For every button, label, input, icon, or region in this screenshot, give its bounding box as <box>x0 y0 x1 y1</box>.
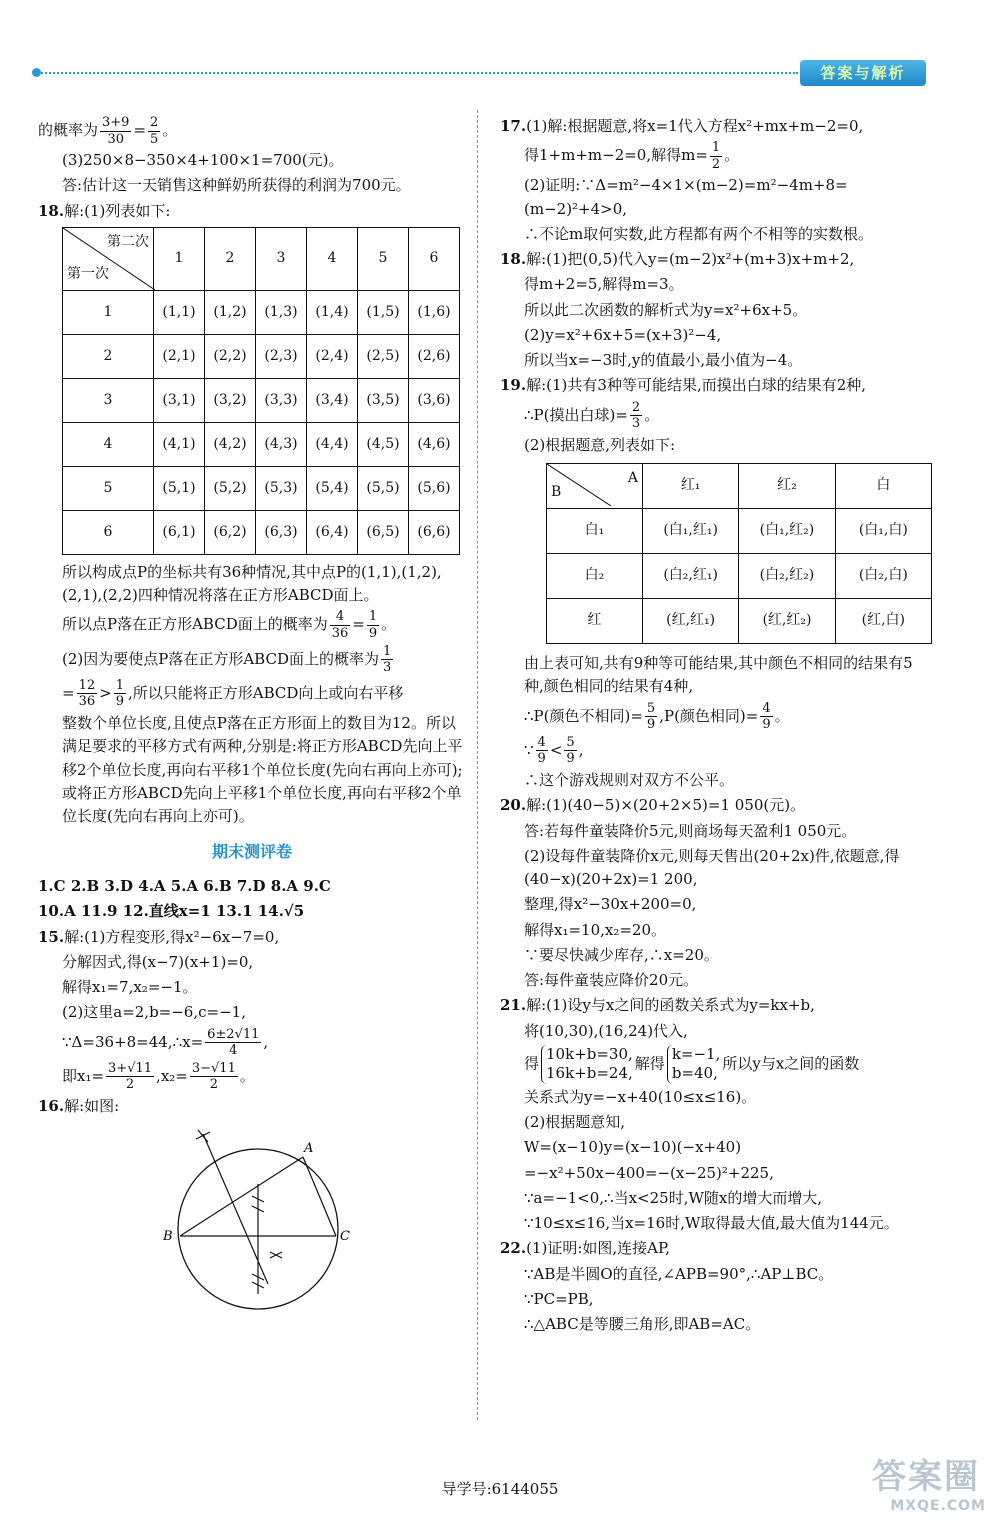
table-corner <box>63 227 154 290</box>
question-18 <box>500 248 932 271</box>
table-cell: (3,2) <box>205 378 256 422</box>
denominator: 2 <box>209 1077 218 1093</box>
equation-system <box>667 1045 721 1084</box>
line: (2)y=x²+6x+5=(x+3)²−4, <box>524 325 722 344</box>
fraction <box>564 735 576 767</box>
line: ∵AB是半圆O的直径,∠APB=90°,∴AP⊥BC。 <box>524 1264 834 1283</box>
table-cell: (5,4) <box>307 466 358 510</box>
table-cell: (2,5) <box>358 334 409 378</box>
geometry-diagram <box>158 1124 358 1314</box>
paragraph: 所以构成点P的坐标共有36种情况,其中点P的(1,1),(1,2),(2,1),(2,2)四种情况将落在正方形ABCD面上。 <box>62 562 442 605</box>
table-cell: (白₂,红₂) <box>739 554 835 599</box>
formula-line <box>500 400 932 432</box>
text: 解:(1)方程变形,得x²−6x−7=0, <box>64 927 280 946</box>
header-badge: 答案与解析 <box>800 60 926 86</box>
table-cell: (5,5) <box>358 466 409 510</box>
table-cell: (白₁,红₂) <box>739 509 835 554</box>
denominator: 36 <box>331 626 349 642</box>
fraction <box>630 400 642 432</box>
answer-list: 10.A 11.9 12.直线x=1 13.1 14.√5 <box>38 902 305 921</box>
prob-line <box>38 678 466 710</box>
equation: 10k+b=30, <box>546 1044 633 1063</box>
numerator: 1 <box>368 609 378 625</box>
table-cell: (1,5) <box>358 290 409 334</box>
table-cell: (红,红₁) <box>642 599 738 644</box>
watermark-logo <box>872 1456 992 1526</box>
row-header: 4 <box>63 422 154 466</box>
denominator: 3 <box>382 660 392 676</box>
table-cell: (1,6) <box>409 290 460 334</box>
table-cell: (1,3) <box>256 290 307 334</box>
question-20 <box>500 794 932 817</box>
fraction <box>106 1061 154 1093</box>
numerator: 2 <box>150 115 159 130</box>
formula-line <box>38 1061 466 1093</box>
prob-line <box>38 644 466 676</box>
table-cell: (3,6) <box>409 378 460 422</box>
question-16 <box>38 1095 466 1118</box>
text: ,x₂= <box>156 1066 188 1085</box>
numerator: 1 <box>711 140 721 156</box>
paragraph: 整数个单位长度,且使点P落在正方形面上的数目为12。所以满足要求的平移方式有两种,分别是:将正方形ABCD先向上平移2个单位长度,再向右平移1个单位长度(先向右再向上亦可);或将正方形ABCD先向上平移1个单位长度,再向右平移2个单位长度(先向右再向上亦可)。 <box>62 714 463 825</box>
denominator: 9 <box>566 751 575 767</box>
col-header: 2 <box>205 227 256 290</box>
text: ∴P(摸出白球)= <box>524 405 628 424</box>
line: ∴不论m取何实数,此方程都有两个不相等的实数根。 <box>524 224 873 243</box>
fraction <box>205 1027 261 1059</box>
table-cell: (1,2) <box>205 290 256 334</box>
numerator: 1 <box>115 677 124 693</box>
text: 。 <box>162 121 178 140</box>
prob-line <box>38 609 466 641</box>
denominator: 9 <box>762 717 771 733</box>
table-cell: (1,4) <box>307 290 358 334</box>
denominator: 30 <box>107 131 124 147</box>
line: =−x²+50x−400=−(x−25)²+225, <box>524 1163 774 1182</box>
coordinate-table <box>62 227 460 555</box>
question-number: 21. <box>500 996 527 1015</box>
footer-guide-number: 导学号:6144055 <box>441 1480 559 1498</box>
text: 。 <box>724 146 740 165</box>
text: 解得 <box>634 1054 665 1073</box>
text: < <box>549 740 563 759</box>
numerator: 4 <box>330 609 351 626</box>
table-row <box>63 290 460 334</box>
table-row <box>63 378 460 422</box>
text: ∴P(颜色不相同)= <box>524 706 643 725</box>
fraction <box>77 678 98 710</box>
line: 解得x₁=7,x₂=−1。 <box>62 978 198 997</box>
prob-line <box>38 115 466 147</box>
fraction <box>330 609 351 641</box>
text: , <box>263 1032 269 1051</box>
denominator: 9 <box>368 626 378 642</box>
color-table <box>546 463 932 644</box>
row-header: 1 <box>63 290 154 334</box>
text: (1)解:根据题意,将x=1代入方程x²+mx+m−2=0, <box>526 117 864 135</box>
system-line <box>500 1045 932 1084</box>
line: 答:若每件童装降价5元,则商场每天盈利1 050元。 <box>524 821 857 840</box>
table-cell: (5,2) <box>205 466 256 510</box>
numerator: 3+9 <box>102 115 130 130</box>
text: > <box>99 683 112 702</box>
table-cell: (3,3) <box>256 378 307 422</box>
line: ∵10≤x≤16,当x=16时,W取得最大值,最大值为144元。 <box>524 1214 899 1232</box>
circle-figure <box>158 1124 466 1321</box>
table-corner <box>547 464 643 509</box>
text: 解:如图: <box>64 1096 120 1115</box>
text: 得 <box>524 1054 540 1073</box>
line: 得m+2=5,解得m=3。 <box>524 275 684 294</box>
table-cell: (白₂,红₁) <box>642 554 738 599</box>
col-header: 红₂ <box>739 464 835 509</box>
col-header: 4 <box>307 227 358 290</box>
right-column <box>500 115 932 1338</box>
col-header: 1 <box>154 227 205 290</box>
left-column <box>38 115 466 1321</box>
denominator: 9 <box>115 694 124 710</box>
fraction <box>367 609 379 641</box>
text: 即x₁= <box>62 1066 105 1085</box>
fraction <box>381 644 393 676</box>
fraction <box>710 140 722 172</box>
numerator: 3−√11 <box>191 1060 236 1076</box>
text: 解:(1)共有3种等可能结果,而摸出白球的结果有2种, <box>526 376 867 395</box>
line: 答:每件童装应降价20元。 <box>524 971 699 989</box>
line: 所以当x=−3时,y的值最小,最小值为−4。 <box>524 351 803 370</box>
table-cell: (白₁,白) <box>835 509 931 554</box>
table-row <box>63 510 460 554</box>
label-b: B <box>163 1229 173 1245</box>
equation-system <box>541 1045 633 1084</box>
text: ∵ <box>524 740 534 759</box>
fraction <box>645 701 657 733</box>
label-a: A <box>304 1141 314 1157</box>
line: ∴这个游戏规则对双方不公平。 <box>524 771 735 789</box>
numerator: 5 <box>646 700 656 716</box>
text: 的概率为 <box>38 121 99 140</box>
table-cell: (5,3) <box>256 466 307 510</box>
numerator: 3+√11 <box>108 1060 153 1076</box>
line: ∵PC=PB, <box>524 1289 594 1308</box>
fraction <box>760 701 772 733</box>
column-divider <box>477 110 478 1420</box>
numerator: 5 <box>566 734 575 750</box>
text: = <box>62 683 75 702</box>
denominator: 2 <box>125 1077 135 1093</box>
question-number: 22. <box>500 1239 527 1258</box>
line: (2)设每件童装降价x元,则每天售出(20+2x)件,依题意,得(40−x)(20+2x)=1 200, <box>524 846 900 888</box>
line: 答:估计这一天销售这种鲜奶所获得的利润为700元。 <box>62 176 411 195</box>
table-cell: (6,5) <box>358 510 409 554</box>
table-cell: (2,3) <box>256 334 307 378</box>
table-cell: (白₁,红₁) <box>642 509 738 554</box>
col-header: 红₁ <box>642 464 738 509</box>
numerator: 4 <box>537 734 546 750</box>
row-header: 白₂ <box>547 554 643 599</box>
line: 所以此二次函数的解析式为y=x²+6x+5。 <box>524 300 808 319</box>
equation: k=−1, <box>671 1044 721 1063</box>
col-header: 白 <box>835 464 931 509</box>
answer-list: 1.C 2.B 3.D 4.A 5.A 6.B 7.D 8.A 9.C <box>38 877 331 896</box>
corner-bottom-label: 第一次 <box>67 266 109 283</box>
line: 解得x₁=10,x₂=20。 <box>524 920 667 939</box>
line: 分解因式,得(x−7)(x+1)=0, <box>62 952 254 971</box>
text: 解:(1)列表如下: <box>64 201 171 220</box>
question-19 <box>500 374 932 397</box>
text: = <box>133 121 147 140</box>
text: (2)因为要使点P落在正方形ABCD面上的概率为 <box>62 649 379 668</box>
row-header: 6 <box>63 510 154 554</box>
table-row <box>547 599 932 644</box>
watermark-url: MXQE.COM <box>890 1498 986 1514</box>
table-cell: (白₂,白) <box>835 554 931 599</box>
line: 整理,得x²−30x+200=0, <box>524 895 697 914</box>
text: 解:(1)把(0,5)代入y=(m−2)x²+(m+3)x+m+2, <box>526 250 855 269</box>
line: 关系式为y=−x+40(10≤x≤16)。 <box>524 1087 757 1106</box>
table-row <box>547 554 932 599</box>
line: 由上表可知,共有9种等可能结果,其中颜色不相同的结果有5种,颜色相同的结果有4种, <box>524 654 913 696</box>
table-cell: (4,2) <box>205 422 256 466</box>
numerator: 6±2√11 <box>207 1026 260 1042</box>
text: 。 <box>381 615 397 634</box>
corner-bottom-label: B <box>551 484 562 501</box>
label-c: C <box>340 1229 350 1245</box>
denominator: 2 <box>711 156 721 172</box>
table-header-row <box>63 227 460 290</box>
table-cell: (1,1) <box>154 290 205 334</box>
table-row <box>63 422 460 466</box>
table-cell: (4,4) <box>307 422 358 466</box>
numerator: 4 <box>762 700 771 716</box>
line: ∴△ABC是等腰三角形,即AB=AC。 <box>524 1315 761 1333</box>
text: 。 <box>239 1066 255 1085</box>
table-row <box>63 466 460 510</box>
table-row <box>547 509 932 554</box>
text: 。 <box>644 405 660 424</box>
denominator: 4 <box>229 1043 238 1059</box>
header-rule <box>38 72 798 74</box>
formula-line <box>500 735 932 767</box>
table-cell: (6,3) <box>256 510 307 554</box>
table-cell: (2,1) <box>154 334 205 378</box>
formula-line <box>500 140 932 172</box>
table-cell: (2,2) <box>205 334 256 378</box>
text: 得1+m+m−2=0,解得m= <box>524 146 708 165</box>
equation: b=40, <box>671 1064 718 1083</box>
question-number: 16. <box>38 1096 65 1115</box>
line: ∵a=−1<0,∴当x<25时,W随x的增大而增大, <box>524 1188 823 1207</box>
table-cell: (6,2) <box>205 510 256 554</box>
text: , <box>578 740 584 759</box>
table-cell: (4,5) <box>358 422 409 466</box>
text: = <box>352 615 365 634</box>
table-cell: (5,6) <box>409 466 460 510</box>
fraction <box>100 115 131 147</box>
section-title: 期末测评卷 <box>211 842 292 862</box>
denominator: 9 <box>537 751 546 767</box>
question-number: 18. <box>38 201 65 220</box>
corner-top-label: A <box>627 470 638 487</box>
equation: 16k+b=24, <box>546 1064 633 1083</box>
denominator: 9 <box>646 717 656 733</box>
table-cell: (4,1) <box>154 422 205 466</box>
question-number: 19. <box>500 376 527 395</box>
table-cell: (3,5) <box>358 378 409 422</box>
text: ∵Δ=36+8=44,∴x= <box>62 1032 204 1051</box>
text: ,所以只能将正方形ABCD向上或向右平移 <box>127 683 404 702</box>
question-number: 20. <box>500 796 527 815</box>
question-number: 17. <box>500 117 527 135</box>
formula-line <box>38 1027 466 1059</box>
table-cell: (4,6) <box>409 422 460 466</box>
line: W=(x−10)y=(x−10)(−x+40) <box>524 1138 742 1157</box>
row-header: 白₁ <box>547 509 643 554</box>
denominator: 36 <box>78 694 96 710</box>
table-row <box>63 334 460 378</box>
line: (3)250×8−350×4+100×1=700(元)。 <box>62 151 344 170</box>
text: 。 <box>774 706 790 725</box>
table-cell: (6,4) <box>307 510 358 554</box>
line: (2)证明:∵Δ=m²−4×1×(m−2)=m²−4m+8=(m−2)²+4>0, <box>524 176 848 218</box>
table-cell: (4,3) <box>256 422 307 466</box>
row-header: 5 <box>63 466 154 510</box>
row-header: 3 <box>63 378 154 422</box>
fraction <box>536 735 548 767</box>
denominator: 3 <box>631 416 641 432</box>
text: 所以y与x之间的函数 <box>722 1054 860 1073</box>
table-cell: (红,白) <box>835 599 931 644</box>
table-cell: (5,1) <box>154 466 205 510</box>
line: ∵要尽快减少库存,∴x=20。 <box>524 945 719 964</box>
table-cell: (红,红₂) <box>739 599 835 644</box>
col-header: 5 <box>358 227 409 290</box>
watermark-text: 答案圈 <box>872 1457 980 1497</box>
fraction <box>148 115 160 147</box>
numerator: 12 <box>78 677 96 693</box>
text: (1)证明:如图,连接AP, <box>526 1239 670 1258</box>
row-header: 2 <box>63 334 154 378</box>
denominator: 5 <box>150 131 159 147</box>
formula-line <box>500 701 932 733</box>
question-18-head <box>38 200 466 223</box>
text: 所以点P落在正方形ABCD面上的概率为 <box>62 615 328 634</box>
line: 将(10,30),(16,24)代入, <box>524 1021 688 1040</box>
row-header: 红 <box>547 599 643 644</box>
text: ,P(颜色相同)= <box>659 706 759 725</box>
corner-top-label: 第二次 <box>107 233 149 250</box>
fraction <box>114 678 126 710</box>
numerator: 2 <box>631 399 641 415</box>
question-number: 15. <box>38 927 65 946</box>
col-header: 6 <box>409 227 460 290</box>
question-17 <box>500 115 932 138</box>
table-cell: (3,4) <box>307 378 358 422</box>
line: (2)根据题意知, <box>524 1113 626 1131</box>
table-cell: (2,4) <box>307 334 358 378</box>
text: 解:(1)设y与x之间的函数关系式为y=kx+b, <box>526 996 815 1015</box>
fraction <box>190 1061 238 1093</box>
question-15 <box>38 926 466 949</box>
question-22 <box>500 1237 932 1260</box>
table-cell: (2,6) <box>409 334 460 378</box>
line: (2)根据题意,列表如下: <box>524 435 676 454</box>
table-cell: (6,1) <box>154 510 205 554</box>
numerator: 1 <box>382 643 392 659</box>
question-number: 18. <box>500 250 527 269</box>
question-21 <box>500 994 932 1017</box>
table-cell: (3,1) <box>154 378 205 422</box>
table-cell: (6,6) <box>409 510 460 554</box>
line: (2)这里a=2,b=−6,c=−1, <box>62 1003 246 1022</box>
text: 解:(1)(40−5)×(20+2×5)=1 050(元)。 <box>526 796 806 815</box>
col-header: 3 <box>256 227 307 290</box>
table-header-row <box>547 464 932 509</box>
